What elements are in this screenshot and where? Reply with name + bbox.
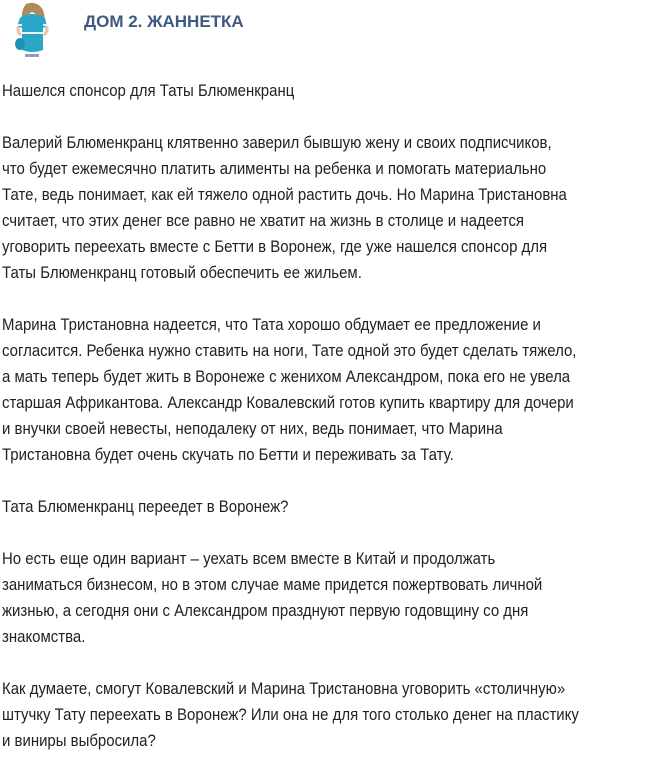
- text-line: Таты Блюменкранц готовый обеспечить ее жильем.: [2, 263, 362, 282]
- text-line: заниматься бизнесом, но в этом случае маме придется пожертвовать личной: [2, 575, 543, 594]
- text-line: жизнью, а сегодня они с Александром празднуют первую годовщину со дня: [2, 601, 529, 620]
- text-line: и виниры выбросила?: [2, 731, 156, 750]
- text-line: Но есть еще один вариант – уехать всем вместе в Китай и продолжать: [2, 549, 496, 568]
- text-line: Марина Тристановна надеется, что Тата хорошо обдумает ее предложение и: [2, 315, 541, 334]
- article-headline: [2, 78, 670, 104]
- article-subheading: [2, 494, 670, 520]
- text-line: что будет ежемесячно платить алименты на ребенка и помогать материально: [2, 159, 547, 178]
- text-line: знакомства.: [2, 627, 86, 646]
- channel-title[interactable]: ДОМ 2. ЖАННЕТКА: [84, 12, 244, 31]
- article-paragraph: [2, 546, 670, 650]
- text-line: Валерий Блюменкранц клятвенно заверил бывшую жену и своих подписчиков,: [2, 133, 552, 152]
- avatar-image-icon: [12, 2, 52, 64]
- text-line: согласится. Ребенка нужно ставить на ноги, Тате одной это будет сделать тяжело,: [2, 341, 577, 360]
- article-body: [2, 78, 670, 780]
- article-paragraph: [2, 676, 670, 754]
- text-line: Нашелся спонсор для Таты Блюменкранц: [2, 81, 295, 100]
- text-line: и внучки своей невесты, неподалеку от них, ведь понимает, что Марина: [2, 419, 503, 438]
- text-line: Тристановна будет очень скучать по Бетти и переживать за Тату.: [2, 445, 454, 464]
- article-paragraph: [2, 130, 670, 286]
- text-line: Как думаете, смогут Ковалевский и Марина Тристановна уговорить «столичную»: [2, 679, 566, 698]
- text-line: Тата Блюменкранц переедет в Воронеж?: [2, 497, 289, 516]
- channel-avatar[interactable]: [12, 2, 52, 64]
- post-header: [0, 0, 670, 70]
- text-line: Тате, ведь понимает, как ей тяжело одной растить дочь. Но Марина Тристановна: [2, 185, 567, 204]
- text-line: а мать теперь будет жить в Воронеже с женихом Александром, пока его не увела: [2, 367, 571, 386]
- text-line: уговорить переехать вместе с Бетти в Воронеж, где уже нашелся спонсор для: [2, 237, 548, 256]
- text-line: старшая Африкантова. Александр Ковалевский готов купить квартиру для дочери: [2, 393, 574, 412]
- article-paragraph: [2, 312, 670, 468]
- text-line: штучку Тату переехать в Воронеж? Или она не для того столько денег на пластику: [2, 705, 579, 724]
- text-line: считает, что этих денег все равно не хватит на жизнь в столице и надеется: [2, 211, 525, 230]
